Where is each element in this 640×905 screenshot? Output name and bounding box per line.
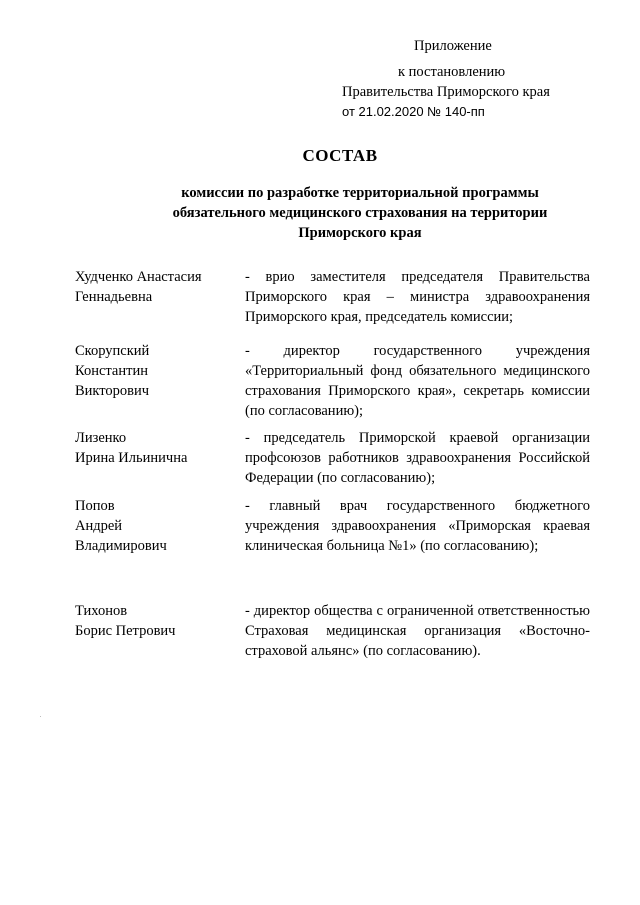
member-name [75, 341, 225, 401]
member-name-line: Ирина Ильинична [75, 450, 188, 466]
member-role: - директор государственного учреждения «Территориальный фонд обязательного медицинского страхования Приморского края», секретарь комиссии (по согласованию); [245, 343, 590, 419]
member-name-line: Владимирович [75, 538, 167, 554]
member-name-line: Лизенко [75, 430, 127, 446]
member-name [75, 267, 225, 307]
document-subtitle [150, 183, 570, 243]
subtitle-line-3: Приморского края [298, 225, 422, 241]
scan-speck [40, 716, 41, 717]
subtitle-line-1: комиссии по разработке территориальной программы [181, 185, 539, 201]
government-label: Правительства Приморского края [342, 84, 550, 100]
member-name [75, 601, 225, 641]
member-name-line: Тихонов [75, 603, 128, 619]
member-name-line: Андрей [75, 518, 123, 534]
resolution-label: к постановлению [398, 64, 506, 80]
document-title: СОСТАВ [302, 146, 378, 165]
member-name-line: Попов [75, 498, 115, 514]
member-name-line: Викторович [75, 383, 150, 399]
member-name-line: Геннадьевна [75, 289, 153, 305]
member-role: - главный врач государственного бюджетного учреждения здравоохранения «Приморская краевая клиническая больница №1» (по согласованию); [245, 498, 590, 554]
member-name-line: Худченко Анастасия [75, 269, 202, 285]
member-name-line: Скорупский [75, 343, 150, 359]
member-role: - председатель Приморской краевой организации профсоюзов работников здравоохранения Российской Федерации (по согласованию); [245, 430, 590, 486]
member-role: - врио заместителя председателя Правительства Приморского края – министра здравоохранения Приморского края, председатель комиссии; [245, 269, 590, 325]
decree-number: от 21.02.2020 № 140-пп [342, 104, 485, 119]
member-name-line: Константин [75, 363, 148, 379]
subtitle-line-2: обязательного медицинского страхования на территории [172, 205, 548, 221]
member-name [75, 428, 225, 468]
member-name-line: Борис Петрович [75, 623, 176, 639]
member-role: - директор общества с ограниченной ответственностью Страховая медицинская организация «Восточно-страховой альянс» (по согласованию). [245, 603, 590, 659]
appendix-label: Приложение [414, 38, 492, 54]
appendix-header [340, 36, 580, 122]
member-name [75, 496, 225, 556]
